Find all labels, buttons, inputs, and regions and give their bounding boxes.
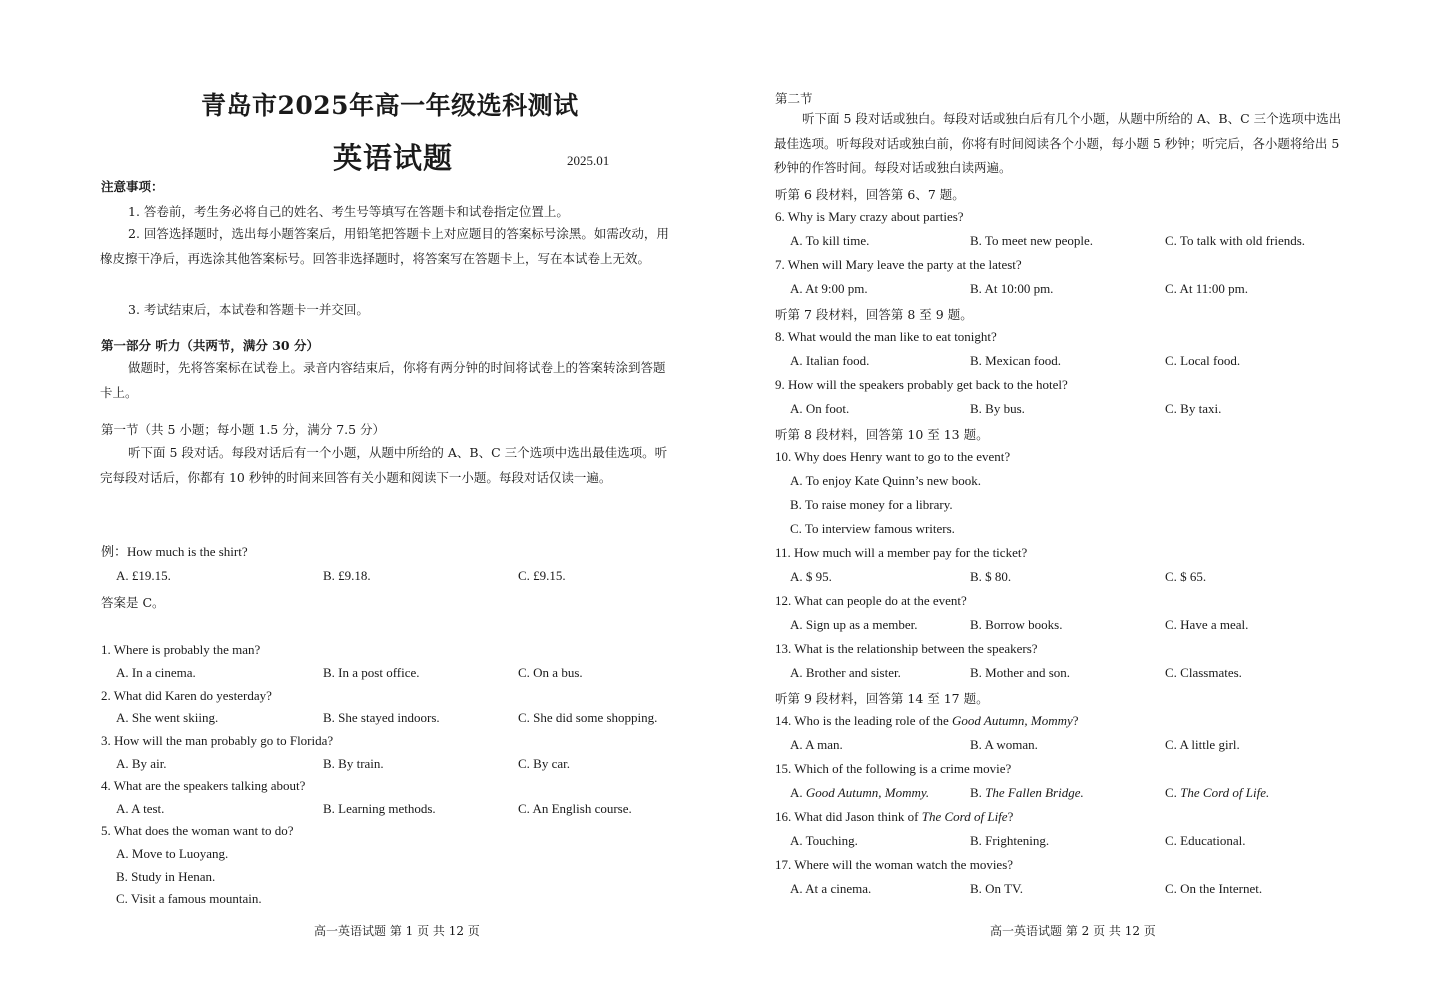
- question-12: 12. What can people do at the event?: [775, 593, 967, 608]
- q14-option-c: C. A little girl.: [1165, 737, 1240, 752]
- question-17: 17. Where will the woman watch the movies?: [775, 857, 1014, 872]
- q16-option-c: C. Educational.: [1165, 833, 1246, 848]
- question-10: 10. Why does Henry want to go to the event?: [775, 449, 1011, 464]
- q12-option-a: A. Sign up as a member.: [790, 617, 918, 632]
- example-answer: 答案是 C。: [101, 595, 165, 610]
- page-footer-left: 高一英语试题 第 1 页 共 12 页: [314, 924, 480, 938]
- q17-option-b: B. On TV.: [970, 881, 1023, 896]
- section1-heading: 第一节（共 5 小题；每小题 1.5 分，满分 7.5 分）: [101, 422, 386, 437]
- q1-option-a: A. In a cinema.: [116, 665, 196, 680]
- q2-option-c: C. She did some shopping.: [518, 710, 658, 725]
- exam-subtitle: 英语试题: [333, 141, 454, 175]
- q7-option-c: C. At 11:00 pm.: [1165, 281, 1248, 296]
- exam-date: 2025.01: [567, 153, 610, 168]
- question-5: 5. What does the woman want to do?: [101, 823, 294, 838]
- q14-text: 14. Who is the leading role of the: [775, 713, 953, 728]
- q12-option-b: B. Borrow books.: [970, 617, 1063, 632]
- question-16: [775, 809, 1013, 824]
- q5-option-c: C. Visit a famous mountain.: [116, 891, 262, 906]
- q15-option-b-title: The Fallen Bridge.: [985, 785, 1084, 800]
- q7-option-a: A. At 9:00 pm.: [790, 281, 868, 296]
- q14-option-a: A. A man.: [790, 737, 843, 752]
- question-6: 6. Why is Mary crazy about parties?: [775, 209, 964, 224]
- q15-option-b: [970, 785, 1084, 800]
- q10-option-c: C. To interview famous writers.: [790, 521, 955, 536]
- q9-option-a: A. On foot.: [790, 401, 850, 416]
- q15-option-b-letter: B.: [970, 785, 986, 800]
- q2-option-b: B. She stayed indoors.: [323, 710, 440, 725]
- q7-option-b: B. At 10:00 pm.: [970, 281, 1054, 296]
- q15-option-a: [790, 785, 929, 800]
- q6-option-a: A. To kill time.: [790, 233, 870, 248]
- question-14: [775, 713, 1079, 728]
- q15-option-a-letter: A.: [790, 785, 806, 800]
- page-left: [0, 0, 718, 1002]
- notice-heading: 注意事项：: [101, 179, 164, 194]
- question-3: 3. How will the man probably go to Florida?: [101, 733, 334, 748]
- question-13: 13. What is the relationship between the speakers?: [775, 641, 1038, 656]
- notice-item-1: 1. 答卷前，考生务必将自己的姓名、考生号等填写在答题卡和试卷指定位置上。: [128, 204, 569, 219]
- page-footer-right: 高一英语试题 第 2 页 共 12 页: [990, 924, 1156, 938]
- material-7: 听第 7 段材料，回答第 8 至 9 题。: [775, 307, 973, 322]
- q3-option-a: A. By air.: [116, 756, 167, 771]
- q1-option-c: C. On a bus.: [518, 665, 583, 680]
- question-9: 9. How will the speakers probably get back to the hotel?: [775, 377, 1068, 392]
- q12-option-c: C. Have a meal.: [1165, 617, 1249, 632]
- q8-option-a: A. Italian food.: [790, 353, 870, 368]
- q15-option-c-letter: C.: [1165, 785, 1181, 800]
- q6-option-b: B. To meet new people.: [970, 233, 1094, 248]
- notice-item-2: 2. 回答选择题时，选出每小题答案后，用铅笔把答题卡上对应题目的答案标号涂黑。如需改动，用橡皮擦干净后，再选涂其他答案标号。回答非选择题时，将答案写在答题卡上，写在本试卷上无效。: [100, 226, 669, 266]
- q8-option-c: C. Local food.: [1165, 353, 1241, 368]
- section1-intro: 听下面 5 段对话。每段对话后有一个小题，从题中所给的 A、B、C 三个选项中选出最佳选项。听完每段对话后，你都有 10 秒钟的时间来回答有关小题和阅读下一小题。每段对话仅读一遍。: [100, 445, 668, 485]
- q9-option-c: C. By taxi.: [1165, 401, 1222, 416]
- q1-option-b: B. In a post office.: [323, 665, 420, 680]
- question-11: 11. How much will a member pay for the ticket?: [775, 545, 1028, 560]
- q17-option-c: C. On the Internet.: [1165, 881, 1263, 896]
- q4-option-c: C. An English course.: [518, 801, 632, 816]
- q3-option-b: B. By train.: [323, 756, 384, 771]
- q16-text: 16. What did Jason think of: [775, 809, 922, 824]
- part1-heading: 第一部分 听力（共两节，满分 30 分）: [101, 338, 319, 353]
- q11-option-b: B. $ 80.: [970, 569, 1012, 584]
- q13-option-a: A. Brother and sister.: [790, 665, 901, 680]
- q15-option-a-title: Good Autumn, Mommy.: [805, 785, 930, 800]
- q5-option-a: A. Move to Luoyang.: [116, 846, 229, 861]
- q3-option-c: C. By car.: [518, 756, 570, 771]
- question-8: 8. What would the man like to eat tonight?: [775, 329, 997, 344]
- material-6: 听第 6 段材料，回答第 6、7 题。: [775, 187, 965, 202]
- q13-option-b: B. Mother and son.: [970, 665, 1071, 680]
- q11-option-c: C. $ 65.: [1165, 569, 1207, 584]
- question-15: 15. Which of the following is a crime movie?: [775, 761, 1012, 776]
- q15-option-c: [1165, 785, 1269, 800]
- question-2: 2. What did Karen do yesterday?: [101, 688, 272, 703]
- example-question: 例：How much is the shirt?: [101, 544, 248, 559]
- question-7: 7. When will Mary leave the party at the latest?: [775, 257, 1022, 272]
- q14-movie-title: Good Autumn, Mommy: [952, 713, 1073, 728]
- question-4: 4. What are the speakers talking about?: [101, 778, 306, 793]
- q10-option-a: A. To enjoy Kate Quinn’s new book.: [790, 473, 981, 488]
- example-option-a: A. £19.15.: [116, 568, 171, 583]
- q6-option-c: C. To talk with old friends.: [1165, 233, 1306, 248]
- q4-option-a: A. A test.: [116, 801, 165, 816]
- question-1: 1. Where is probably the man?: [101, 642, 261, 657]
- example-option-b: B. £9.18.: [323, 568, 371, 583]
- q10-option-b: B. To raise money for a library.: [790, 497, 953, 512]
- q17-option-a: A. At a cinema.: [790, 881, 872, 896]
- section2-heading: 第二节: [775, 91, 813, 106]
- exam-title: 青岛市2025年高一年级选科测试: [201, 91, 579, 120]
- section2-intro: 听下面 5 段对话或独白。每段对话或独白后有几个小题，从题中所给的 A、B、C 三个选项中选出最佳选项。听每段对话或独白前，你将有时间阅读各个小题，每小题 5 秒钟；听完后，各小题将给出 5 秒钟的作答时间。每段对话或独白读两遍。: [774, 111, 1342, 175]
- q14-end: ?: [1072, 713, 1079, 728]
- q11-option-a: A. $ 95.: [790, 569, 832, 584]
- q14-option-b: B. A woman.: [970, 737, 1038, 752]
- part1-intro: 做题时，先将答案标在试卷上。录音内容结束后，你将有两分钟的时间将试卷上的答案转涂到答题卡上。: [100, 360, 666, 400]
- notice-item-3: 3. 考试结束后，本试卷和答题卡一并交回。: [128, 302, 369, 317]
- q4-option-b: B. Learning methods.: [323, 801, 436, 816]
- material-9: 听第 9 段材料，回答第 14 至 17 题。: [775, 691, 989, 706]
- material-8: 听第 8 段材料，回答第 10 至 13 题。: [775, 427, 989, 442]
- q16-end: ?: [1007, 809, 1014, 824]
- q8-option-b: B. Mexican food.: [970, 353, 1061, 368]
- q5-option-b: B. Study in Henan.: [116, 869, 216, 884]
- q2-option-a: A. She went skiing.: [116, 710, 219, 725]
- example-option-c: C. £9.15.: [518, 568, 566, 583]
- q15-option-c-title: The Cord of Life.: [1180, 785, 1270, 800]
- q13-option-c: C. Classmates.: [1165, 665, 1242, 680]
- q16-movie-title: The Cord of Life: [921, 809, 1008, 824]
- q16-option-a: A. Touching.: [790, 833, 858, 848]
- q16-option-b: B. Frightening.: [970, 833, 1050, 848]
- page-right: [718, 0, 1437, 1002]
- q9-option-b: B. By bus.: [970, 401, 1025, 416]
